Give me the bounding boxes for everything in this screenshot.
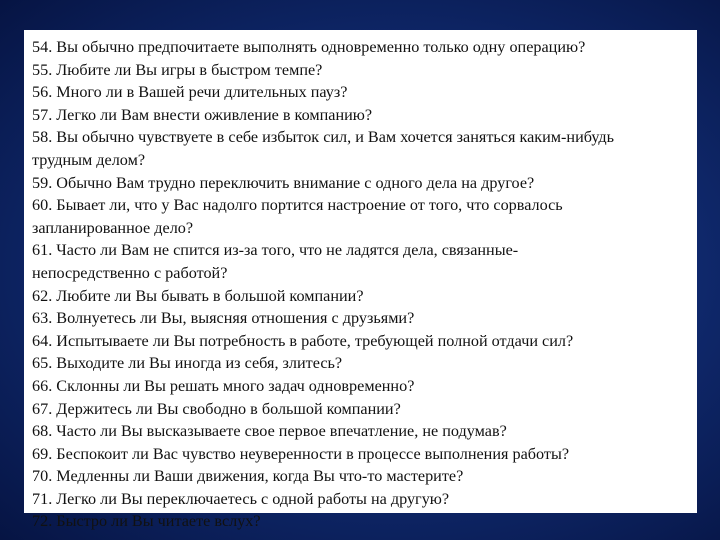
question-item (32, 194, 689, 239)
question-text-line: запланированное дело? (32, 218, 194, 237)
question-text-line: непосредственно с работой? (32, 263, 228, 282)
question-item (32, 59, 689, 82)
question-text-line: 64. Испытываете ли Вы потребность в работе, требующей полной отдачи сил? (32, 331, 574, 350)
question-text-line: 62. Любите ли Вы бывать в большой компании? (32, 286, 364, 305)
question-item (32, 285, 689, 308)
question-text-line: 71. Легко ли Вы переключаетесь с одной работы на другую? (32, 489, 450, 508)
question-item (32, 398, 689, 421)
question-text-line: 57. Легко ли Вам внести оживление в компанию? (32, 105, 373, 124)
question-item (32, 488, 689, 511)
question-text-line: 67. Держитесь ли Вы свободно в большой компании? (32, 399, 401, 418)
question-text-line: 70. Медленны ли Ваши движения, когда Вы что-то мастерите? (32, 467, 464, 486)
question-text-line: 65. Выходите ли Вы иногда из себя, злитесь? (32, 354, 343, 373)
question-text-line: 60. Бывает ли, что у Вас надолго портится настроение от того, что сорвалось (32, 196, 563, 215)
question-item (32, 307, 689, 330)
question-list (32, 36, 689, 533)
question-item (32, 420, 689, 443)
question-text-line: 66. Склонны ли Вы решать много задач одновременно? (32, 376, 415, 395)
questionnaire-panel (24, 30, 697, 531)
question-item (32, 330, 689, 353)
question-item (32, 81, 689, 104)
question-text-line: 55. Любите ли Вы игры в быстром темпе? (32, 60, 323, 79)
question-text-line: 68. Часто ли Вы высказываете свое первое впечатление, не подумав? (32, 422, 507, 441)
question-item (32, 510, 689, 533)
question-text-line: 69. Беспокоит ли Вас чувство неуверенности в процессе выполнения работы? (32, 444, 570, 463)
question-item (32, 443, 689, 466)
question-text-line: 63. Волнуетесь ли Вы, выясняя отношения с друзьями? (32, 309, 415, 328)
question-item (32, 239, 689, 284)
question-item (32, 126, 689, 171)
question-item (32, 104, 689, 127)
question-item (32, 36, 689, 59)
question-text-line: 56. Много ли в Вашей речи длительных пауз? (32, 83, 348, 102)
question-text-line: 59. Обычно Вам трудно переключить внимание с одного дела на другое? (32, 173, 535, 192)
question-item (32, 172, 689, 195)
question-text-line: 54. Вы обычно предпочитаете выполнять одновременно только одну операцию? (32, 38, 586, 56)
question-item (32, 465, 689, 488)
question-text-line: трудным делом? (32, 150, 146, 169)
question-text-line: 58. Вы обычно чувствуете в себе избыток сил, и Вам хочется заняться каким-нибудь (32, 128, 615, 147)
question-item (32, 375, 689, 398)
question-text-line: 72. Быстро ли Вы читаете вслух? (32, 512, 261, 531)
question-text-line: 61. Часто ли Вам не спится из-за того, что не ладятся дела, связанные- (32, 241, 519, 260)
question-item (32, 352, 689, 375)
